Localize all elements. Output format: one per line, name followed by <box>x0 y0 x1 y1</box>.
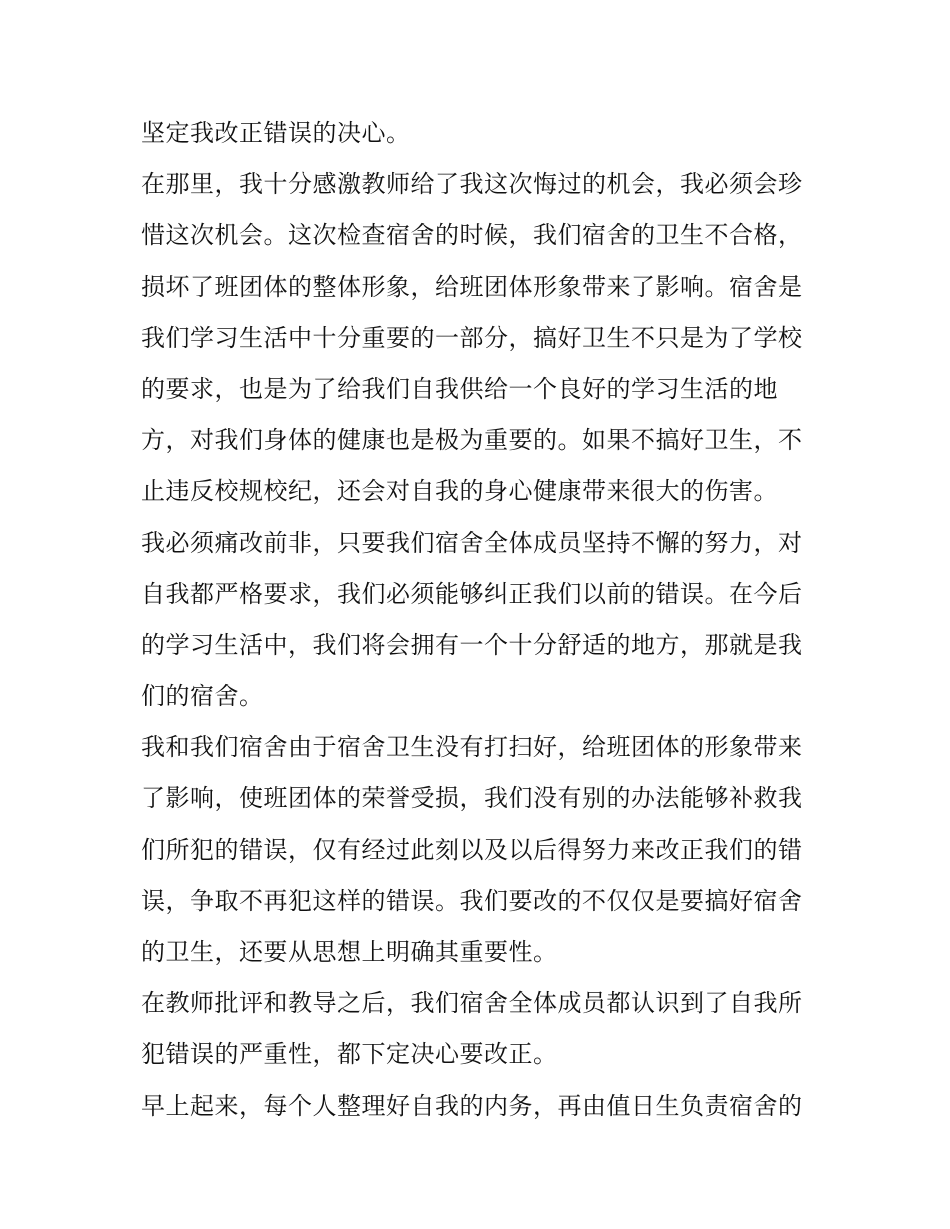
text-line: 我必须痛改前非，只要我们宿舍全体成员坚持不懈的努力，对 <box>141 528 803 557</box>
text-line: 们所犯的错误，仅有经过此刻以及以后得努力来改正我们的错 <box>141 835 803 864</box>
text-line: 的学习生活中，我们将会拥有一个十分舒适的地方，那就是我 <box>141 630 803 659</box>
text-line: 止违反校规校纪，还会对自我的身心健康带来很大的伤害。 <box>141 477 778 506</box>
text-line: 误，争取不再犯这样的错误。我们要改的不仅仅是要搞好宿舍 <box>141 886 803 915</box>
text-line: 在那里，我十分感激教师给了我这次悔过的机会，我必须会珍 <box>141 170 803 199</box>
text-line: 的卫生，还要从思想上明确其重要性。 <box>141 938 558 966</box>
text-line: 在教师批评和教导之后，我们宿舍全体成员都认识到了自我所 <box>141 989 803 1018</box>
text-line: 们的宿舍。 <box>141 682 264 711</box>
text-line: 坚定我改正错误的决心。 <box>141 119 411 147</box>
text-line: 自我都严格要求，我们必须能够纠正我们以前的错误。在今后 <box>141 579 803 608</box>
text-line: 方，对我们身体的健康也是极为重要的。如果不搞好卫生，不 <box>141 426 803 455</box>
text-line: 惜这次机会。这次检查宿舍的时候，我们宿舍的卫生不合格， <box>141 221 803 250</box>
text-line: 我和我们宿舍由于宿舍卫生没有打扫好，给班团体的形象带来 <box>141 733 803 762</box>
text-line: 了影响，使班团体的荣誉受损，我们没有别的办法能够补救我 <box>141 784 803 813</box>
text-line: 损坏了班团体的整体形象，给班团体形象带来了影响。宿舍是 <box>141 272 803 301</box>
text-line: 我们学习生活中十分重要的一部分，搞好卫生不只是为了学校 <box>141 323 803 352</box>
document-body <box>141 108 821 1132</box>
text-line: 犯错误的严重性，都下定决心要改正。 <box>141 1040 558 1069</box>
text-line: 早上起来，每个人整理好自我的内务，再由值日生负责宿舍的 <box>141 1091 803 1120</box>
text-line: 的要求，也是为了给我们自我供给一个良好的学习生活的地 <box>141 374 778 403</box>
